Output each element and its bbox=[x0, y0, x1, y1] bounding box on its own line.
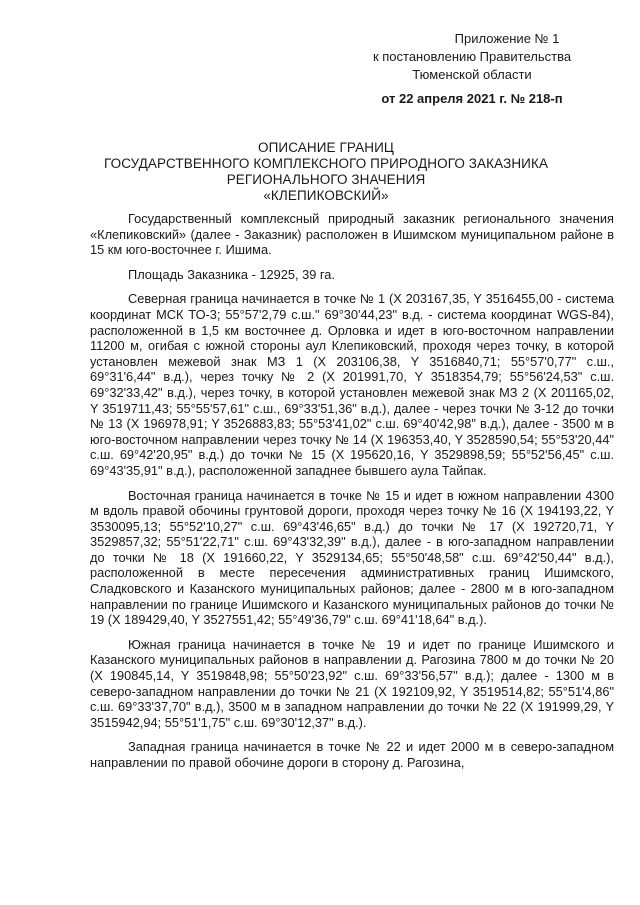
paragraph-south-border: Южная граница начинается в точке № 19 и идет по границе Ишимского и Казанского муниципальных районов в направлении д. Рагозина 7800 м до точки № 20 (X 190845,14, Y 3519848,98; 55°50'23,92" с.ш. 69°33'56,57" в.д.); далее - 1300 м в северо-западном направлении до точки № 21 (X 192109,92, Y 3519514,82; 55°51'4,86" с.ш. 69°33'37,70" в.д.), 3500 м в западном направлении до точки № 22 (X 191999,29, Y 3515942,94; 55°51'1,75" с.ш. 69°30'12,37" в.д.). bbox=[90, 636, 614, 730]
title-line-4: «КЛЕПИКОВСКИЙ» bbox=[263, 188, 389, 203]
paragraph-north-border: Северная граница начинается в точке № 1 (X 203167,35, Y 3516455,00 - система координат МСК ТО-3; 55°57'2,79 с.ш." 69°30'44,23" в.д. - система координат WGS-84), расположенной в 1,5 км восточнее д. Орловка и идет в юго-восточном направлении 11200 м, огибая с южной стороны аул Клепиковский, проходя через точку, в которой установлен межевой знак МЗ 1 (X 203106,38, Y 3516840,71; 55°57'0,77" с.ш., 69°31'6,44" в.д.), через точку № 2 (X 201991,70, Y 3518354,79; 55°56'24,53" с.ш. 69°32'33,42" в.д.), через точку, в которой установлен межевой знак МЗ 2 (X 201165,02, Y 3519711,43; 55°55'57,61" с.ш., 69°33'51,36" в.д.), далее - через точки № 3-12 до точки № 13 (X 196978,91; Y 3526883,83; 55°53'41,02" с.ш. 69°40'42,98" в.д.), далее - 3500 м в юго-восточном направлении через точку № 14 (X 196353,40, Y 3528590,54; 55°53'20,44" с.ш. 69°42'20,95" в.д.) до точки № 15 (X 195620,16, Y 3529898,59; 55°52'56,45" с.ш. 69°43'35,91" в.д.), расположенной западнее бывшего аула Тайпак. bbox=[90, 291, 614, 478]
paragraph-area: Площадь Заказника - 12925, 39 га. bbox=[128, 266, 335, 282]
appendix-header bbox=[342, 30, 602, 108]
paragraph-west-border: Западная граница начинается в точке № 22 и идет 2000 м в северо-западном направлении по правой обочине дороги в сторону д. Рагозина, bbox=[90, 739, 614, 770]
appendix-decree-ref-line2: Тюменской области bbox=[412, 67, 532, 82]
title-line-1: ОПИСАНИЕ ГРАНИЦ bbox=[258, 140, 394, 155]
document-title bbox=[60, 140, 592, 204]
document-body bbox=[90, 211, 614, 780]
title-line-3: РЕГИОНАЛЬНОГО ЗНАЧЕНИЯ bbox=[226, 172, 426, 187]
appendix-decree-ref-line1: к постановлению Правительства bbox=[372, 49, 572, 64]
title-line-2: ГОСУДАРСТВЕННОГО КОМПЛЕКСНОГО ПРИРОДНОГО ЗАКАЗНИКА bbox=[103, 156, 549, 171]
appendix-decree-date: от 22 апреля 2021 г. № 218-п bbox=[381, 91, 563, 106]
paragraph-intro: Государственный комплексный природный заказник регионального значения «Клепиковский» (далее - Заказник) расположен в Ишимском муниципальном районе в 15 км юго-восточнее г. Ишима. bbox=[90, 211, 614, 258]
paragraph-east-border: Восточная граница начинается в точке № 15 и идет в южном направлении 4300 м вдоль правой обочины грунтовой дороги, проходя через точку № 16 (X 194193,22, Y 3530095,13; 55°52'10,27" с.ш. 69°43'46,65" в.д.) до точки № 17 (X 192720,71, Y 3529857,32; 55°51'22,71" с.ш. 69°43'32,39" в.д.), далее - в юго-западном направлении до точки № 18 (X 191660,22, Y 3529134,65; 55°50'48,58" с.ш. 69°42'50,44" в.д.), расположенной в месте пересечения административных границ Ишимского, Сладковского и Казанского муниципальных районов; далее - 2800 м в юго-западном направлении по границе Ишимского и Казанского муниципальных районов до точки № 19 (X 189429,40, Y 3527551,42; 55°49'36,79" с.ш. 69°41'18,64" в.д.). bbox=[90, 487, 614, 628]
appendix-number: Приложение № 1 bbox=[454, 31, 560, 46]
